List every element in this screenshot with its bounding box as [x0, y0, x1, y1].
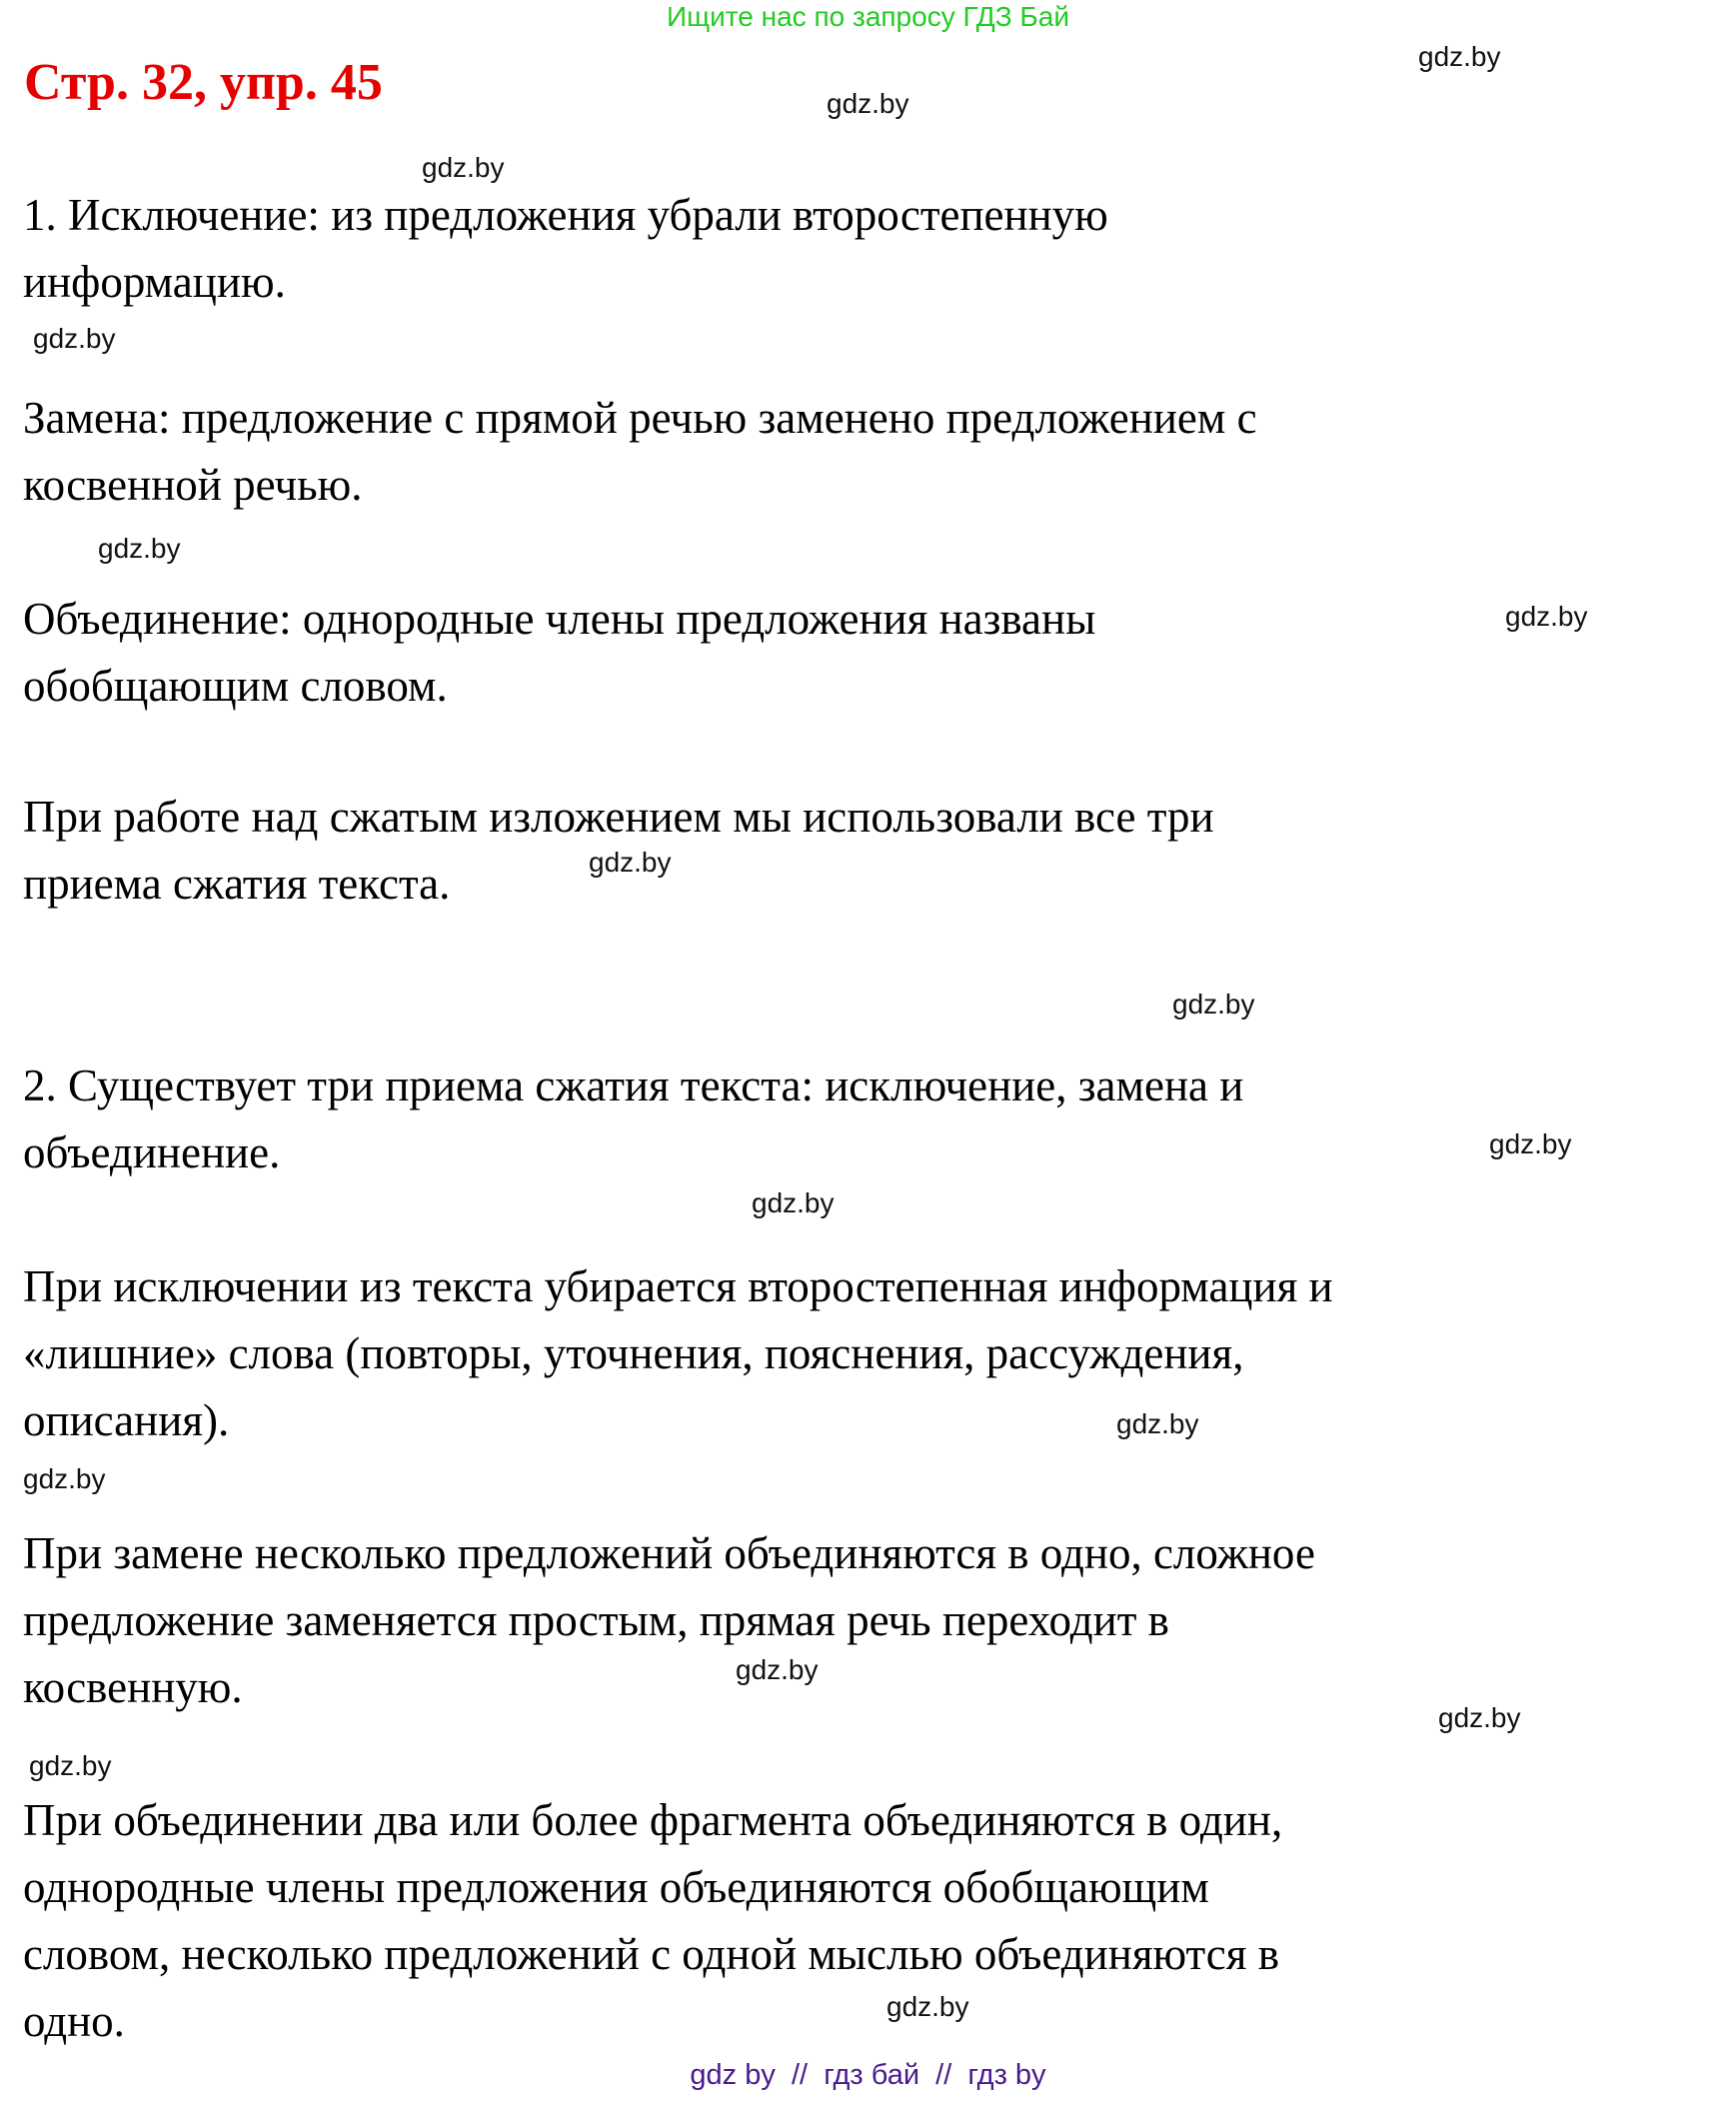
- text-line: предложение заменяется простым, прямая речь переходит в: [23, 1595, 1169, 1645]
- watermark: gdz.by: [1438, 1702, 1521, 1733]
- watermark: gdz.by: [1505, 601, 1588, 632]
- text-line: 1. Исключение: из предложения убрали второстепенную: [23, 190, 1108, 240]
- watermark: gdz.by: [736, 1654, 819, 1685]
- text-line: «лишние» слова (повторы, уточнения, пояснения, рассуждения,: [23, 1328, 1244, 1378]
- text-line: косвенную.: [23, 1662, 243, 1712]
- answer-paragraph-3: [23, 586, 1095, 720]
- text-line: однородные члены предложения объединяются обобщающим: [23, 1862, 1209, 1912]
- text-line: При замене несколько предложений объединяются в одно, сложное: [23, 1528, 1315, 1578]
- watermark: gdz.by: [886, 1991, 969, 2022]
- answer-paragraph-7: [23, 1520, 1315, 1721]
- watermark: gdz.by: [1116, 1408, 1199, 1439]
- watermark: gdz.by: [1489, 1128, 1572, 1159]
- text-line: объединение.: [23, 1127, 281, 1177]
- watermark: gdz.by: [1172, 989, 1255, 1020]
- text-line: Объединение: однородные члены предложения названы: [23, 594, 1096, 644]
- text-line: одно.: [23, 1996, 125, 2046]
- text-line: приема сжатия текста.: [23, 859, 451, 909]
- watermark: gdz.by: [752, 1187, 835, 1218]
- page-title: Стр. 32, упр. 45: [24, 54, 383, 111]
- watermark: gdz.by: [1418, 41, 1501, 72]
- watermark: gdz.by: [33, 323, 116, 354]
- text-line: При работе над сжатым изложением мы использовали все три: [23, 792, 1214, 842]
- watermark: gdz.by: [589, 847, 672, 878]
- answer-paragraph-2: [23, 385, 1257, 519]
- text-line: При исключении из текста убирается второстепенная информация и: [23, 1261, 1333, 1311]
- text-line: информацию.: [23, 257, 286, 307]
- watermark: gdz.by: [29, 1750, 112, 1781]
- footer-links: gdz by // гдз бай // гдз by: [690, 2059, 1046, 2091]
- answer-paragraph-8: [23, 1787, 1282, 2055]
- watermark: gdz.by: [827, 88, 909, 119]
- text-line: Замена: предложение с прямой речью заменено предложением с: [23, 393, 1257, 443]
- answer-paragraph-1: [23, 182, 1108, 316]
- watermark: gdz.by: [422, 152, 505, 183]
- text-line: обобщающим словом.: [23, 661, 448, 711]
- text-line: косвенной речью.: [23, 460, 363, 510]
- text-line: 2. Существует три приема сжатия текста: исключение, замена и: [23, 1060, 1244, 1110]
- search-banner: Ищите нас по запросу ГДЗ Бай: [666, 1, 1070, 32]
- text-line: словом, несколько предложений с одной мыслью объединяются в: [23, 1929, 1279, 1979]
- watermark: gdz.by: [98, 533, 181, 564]
- text-line: При объединении два или более фрагмента объединяются в один,: [23, 1795, 1283, 1845]
- watermark: gdz.by: [23, 1463, 106, 1494]
- text-line: описания).: [23, 1395, 230, 1445]
- answer-paragraph-5: [23, 1053, 1243, 1186]
